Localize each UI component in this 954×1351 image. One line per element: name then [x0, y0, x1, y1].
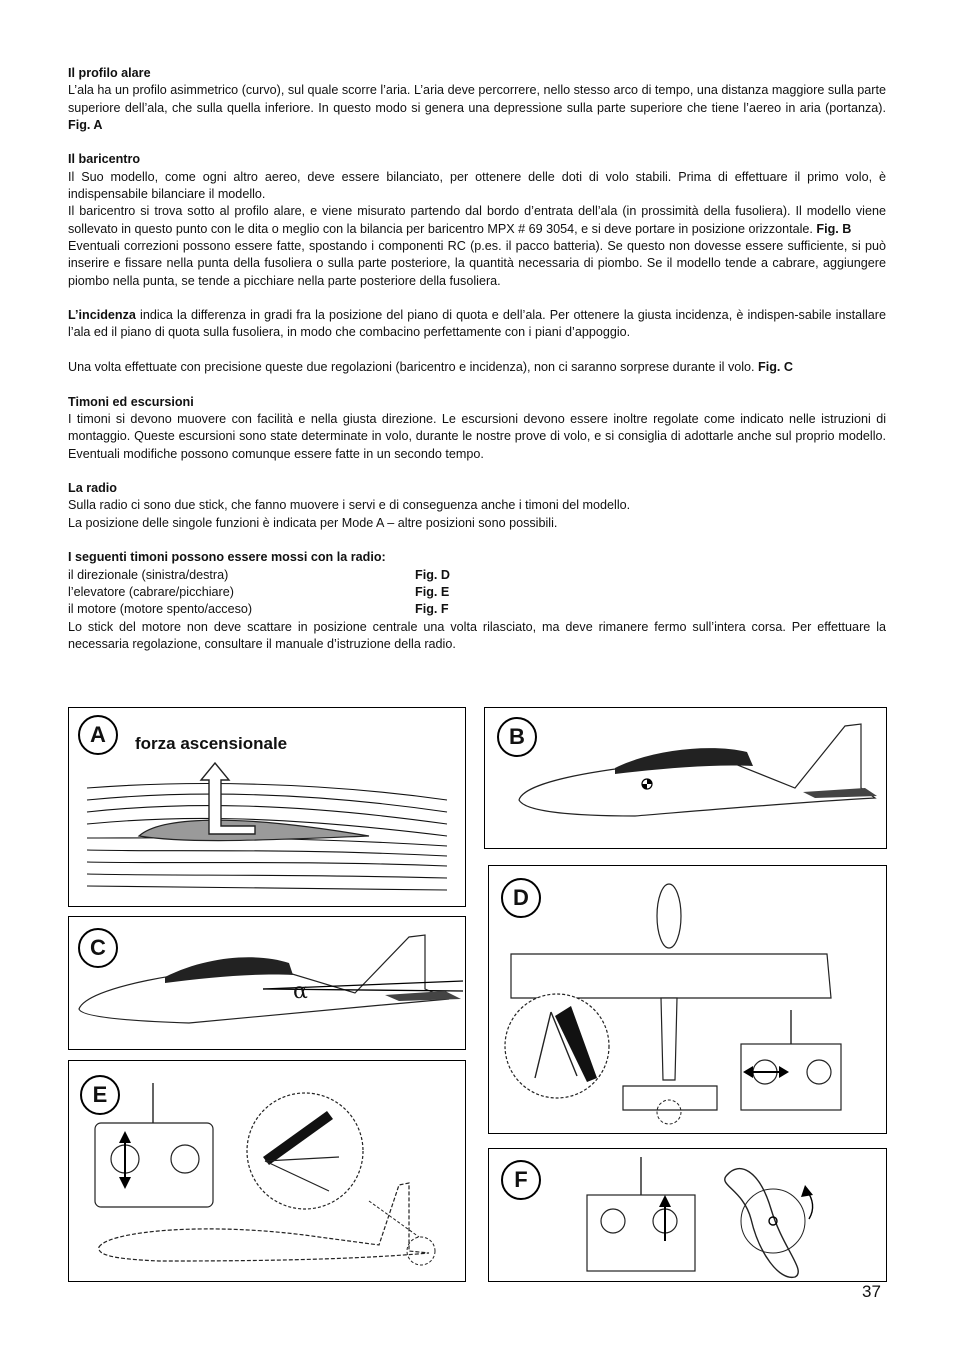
- incidenza-lead: L’incidenza: [68, 308, 136, 323]
- heading-radio: La radio: [68, 481, 117, 496]
- figure-f-letter: F: [514, 1167, 528, 1192]
- figure-d-badge: [501, 878, 541, 918]
- figure-c-badge: [78, 928, 118, 968]
- baricentro-p1: Il Suo modello, come ogni altro aereo, deve essere bilanciato, per ottenere delle doti di volo stabili. Prima di effettuare il primo volo, è indispensabile bilanciare il modello.: [68, 169, 886, 202]
- wing-planform: [511, 954, 831, 998]
- rudder-zoom-circle: [505, 994, 609, 1098]
- figure-b-letter: B: [509, 724, 525, 749]
- comandi-row-label: il direzionale (sinistra/destra): [68, 567, 229, 582]
- page-number: 37: [862, 1282, 881, 1301]
- heading-baricentro: Il baricentro: [68, 152, 141, 167]
- heading-profilo: Il profilo alare: [68, 66, 151, 80]
- figure-f: [488, 1148, 887, 1282]
- figure-f-badge: [501, 1160, 541, 1200]
- body-text: [68, 65, 886, 653]
- radio-line-2: La posizione delle singole funzioni è indicata per Mode A – altre posizioni sono possibili.: [68, 515, 558, 530]
- figure-b-badge: [497, 717, 537, 757]
- regolazioni-text: Una volta effettuate con precisione queste due regolazioni (baricentro e incidenza), non ci saranno sorprese durante il volo.: [68, 360, 755, 375]
- comandi-table: [68, 567, 886, 619]
- figure-d-letter: D: [513, 885, 529, 910]
- timoni-text: I timoni si devono muovere con facilità e nella giusta direzione. Le escursioni devono essere inoltre regolate come indicato nelle istruzioni di montaggio. Queste escursioni sono state determinate in volo, durante le nostre prove di volo, e si consiglia di adottarle anche sul proprio modello. Eventuali modifiche possono comunque essere fatte in un secondo tempo.: [68, 411, 886, 461]
- comandi-row-label: il motore (motore spento/acceso): [68, 602, 253, 617]
- baricentro-p2: Il baricentro si trova sotto al profilo alare, e viene misurato partendo dal bordo d’entrata dell’ala (in prossimità della fusoliera). Il modello viene sollevato in questo punto con le dita o meglio con la bilancia per baricentro MPX # 69 3054, e si deve portare in posizione orizzontale.: [68, 204, 886, 236]
- figure-a-letter: A: [90, 722, 106, 747]
- incidenza-text: indica la differenza in gradi fra la posizione del piano di quota e dell’ala. Per ottenere la giusta incidenza, è indispen-sabile installare l’ala ed il piano di quota sulla fusoliera, in modo che combacino perfettamente con i piani d’appoggio.: [68, 308, 886, 340]
- incidence-angle-symbol: α: [293, 979, 308, 1004]
- figure-b: [484, 707, 887, 849]
- heading-timoni: Timoni ed escursioni: [68, 394, 194, 409]
- figure-a-caption: forza ascensionale: [135, 734, 288, 753]
- figure-e: [68, 1060, 466, 1282]
- heading-comandi: I seguenti timoni possono essere mossi con la radio:: [68, 550, 386, 565]
- figure-e-letter: E: [92, 1082, 108, 1107]
- baricentro-p3: Eventuali correzioni possono essere fatte, spostando i componenti RC (p.es. il pacco batteria). Se questo non dovesse essere sufficiente, si può inserire e fissare nella punta della fusoliera o sulla parte posteriore, la quantità necessaria di piombo. Se il modello tende a cabrare, aggiungere piombo nella punta, se tende a picchiare nella parte posteriore della fusoliera.: [68, 238, 886, 288]
- comandi-row-fig: Fig. F: [415, 602, 449, 617]
- figure-a-badge: [78, 715, 118, 755]
- motor-throttle: [489, 1149, 886, 1281]
- figure-c-letter: C: [90, 935, 106, 960]
- glider-side-cg: [485, 708, 886, 848]
- propeller-icon: [725, 1169, 799, 1278]
- radio-line-1: Sulla radio ci sono due stick, che fanno muovere i servi e di conseguenza anche i timoni del modello.: [68, 498, 631, 513]
- profilo-fig-ref: Fig. A: [68, 117, 103, 132]
- figure-c: [68, 916, 466, 1050]
- baricentro-fig-ref: Fig. B: [816, 221, 852, 236]
- profilo-text: L’ala ha un profilo asimmetrico (curvo), sul quale scorre l’aria. L’aria deve percorrere, nello stesso arco di tempo, una distanza maggiore sulla parte superiore dell’ala, che sulla quella inferiore. In questo modo si genera una depressione sulla parte superiore che tiene l’aereo in aria (portanza).: [68, 83, 886, 115]
- transmitter-icon: [587, 1195, 695, 1271]
- elevator-zoom-circle: [247, 1093, 363, 1209]
- comandi-row-fig: Fig. D: [415, 567, 450, 582]
- figure-a: [68, 707, 466, 907]
- comandi-row-label: l’elevatore (cabrare/picchiare): [68, 584, 234, 599]
- figure-d: [488, 865, 887, 1134]
- comandi-note: Lo stick del motore non deve scattare in posizione centrale una volta rilasciato, ma deve rimanere fermo sull’intera corsa. Per effettuare la necessaria regolazione, consultare il manuale d’istruzione della radio.: [68, 619, 886, 651]
- glider-top-rudder: [489, 866, 886, 1133]
- figure-e-badge: [80, 1075, 120, 1115]
- glider-elevator: [69, 1061, 465, 1281]
- comandi-row-fig: Fig. E: [415, 584, 450, 599]
- glider-side-incidence: [69, 917, 465, 1049]
- transmitter-icon: [741, 1044, 841, 1110]
- regolazioni-fig-ref: Fig. C: [758, 360, 794, 375]
